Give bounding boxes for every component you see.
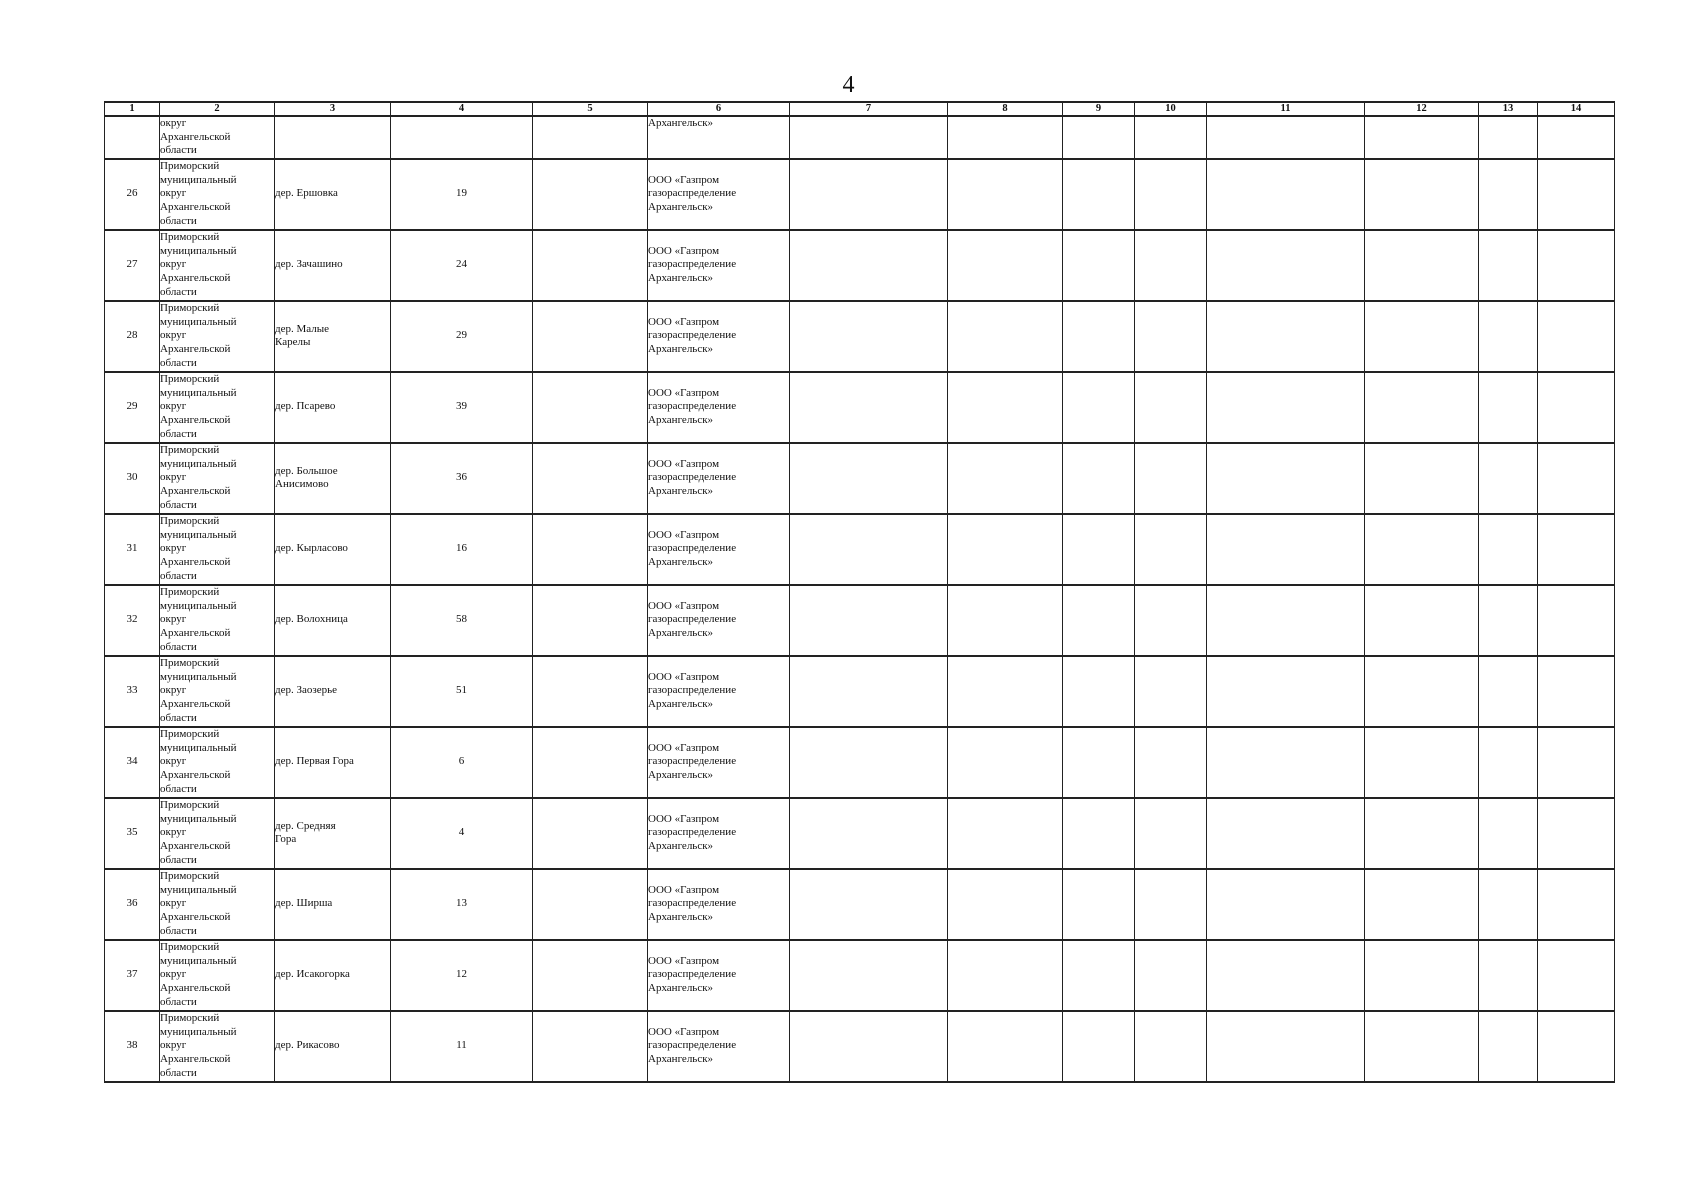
cell-col-5 — [533, 301, 648, 372]
cell-col-8 — [948, 798, 1063, 869]
column-header-2: 2 — [160, 102, 275, 116]
column-header-13: 13 — [1479, 102, 1538, 116]
table-row — [105, 585, 1615, 656]
cell-col-7 — [790, 727, 948, 798]
row-number-cell: 35 — [105, 798, 160, 869]
count-cell: 39 — [391, 372, 533, 443]
cell-col-13 — [1479, 372, 1538, 443]
district-cell: Приморский муниципальный округ Архангельской области — [160, 727, 275, 798]
cell-col-11 — [1207, 869, 1365, 940]
cell-col-11 — [1207, 798, 1365, 869]
district-cell: Приморский муниципальный округ Архангельской области — [160, 514, 275, 585]
cell-col-14 — [1538, 443, 1615, 514]
cell-col-9 — [1063, 159, 1135, 230]
cell-col-10 — [1135, 869, 1207, 940]
count-cell: 16 — [391, 514, 533, 585]
cell-col-13 — [1479, 116, 1538, 159]
cell-col-10 — [1135, 656, 1207, 727]
district-cell: Приморский муниципальный округ Архангельской области — [160, 443, 275, 514]
cell-col-7 — [790, 301, 948, 372]
cell-col-8 — [948, 159, 1063, 230]
cell-col-10 — [1135, 230, 1207, 301]
page-number: 4 — [842, 72, 855, 98]
district-cell: Приморский муниципальный округ Архангельской области — [160, 656, 275, 727]
table-row — [105, 798, 1615, 869]
header-row — [105, 102, 1615, 116]
organization-cell: ООО «Газпром газораспределение Архангельск» — [648, 1011, 790, 1082]
organization-cell: ООО «Газпром газораспределение Архангельск» — [648, 727, 790, 798]
cell-col-8 — [948, 301, 1063, 372]
cell-col-12 — [1365, 159, 1479, 230]
table-row — [105, 869, 1615, 940]
cell-col-8 — [948, 940, 1063, 1011]
cell-col-14 — [1538, 116, 1615, 159]
column-header-6: 6 — [648, 102, 790, 116]
cell-col-5 — [533, 443, 648, 514]
cell-col-10 — [1135, 585, 1207, 656]
table-body — [105, 116, 1615, 1082]
organization-cell: ООО «Газпром газораспределение Архангельск» — [648, 798, 790, 869]
organization-cell: ООО «Газпром газораспределение Архангельск» — [648, 940, 790, 1011]
cell-col-9 — [1063, 940, 1135, 1011]
cell-col-3 — [275, 116, 391, 159]
cell-col-8 — [948, 869, 1063, 940]
cell-col-7 — [790, 940, 948, 1011]
cell-col-13 — [1479, 940, 1538, 1011]
count-cell: 19 — [391, 159, 533, 230]
cell-col-1 — [105, 116, 160, 159]
column-header-12: 12 — [1365, 102, 1479, 116]
district-cell: округ Архангельской области — [160, 116, 275, 159]
column-header-5: 5 — [533, 102, 648, 116]
table-row — [105, 301, 1615, 372]
district-cell: Приморский муниципальный округ Архангельской области — [160, 869, 275, 940]
cell-col-13 — [1479, 230, 1538, 301]
cell-col-12 — [1365, 514, 1479, 585]
column-header-8: 8 — [948, 102, 1063, 116]
cell-col-12 — [1365, 116, 1479, 159]
cell-col-5 — [533, 372, 648, 443]
organization-cell: ООО «Газпром газораспределение Архангельск» — [648, 159, 790, 230]
place-cell: дер. Волохница — [275, 585, 391, 656]
place-cell: дер. Псарево — [275, 372, 391, 443]
cell-col-13 — [1479, 727, 1538, 798]
cell-col-4 — [391, 116, 533, 159]
cell-col-13 — [1479, 869, 1538, 940]
cell-col-7 — [790, 372, 948, 443]
cell-col-9 — [1063, 514, 1135, 585]
cell-col-7 — [790, 1011, 948, 1082]
row-number-cell: 32 — [105, 585, 160, 656]
district-cell: Приморский муниципальный округ Архангельской области — [160, 940, 275, 1011]
column-header-14: 14 — [1538, 102, 1615, 116]
table-row — [105, 372, 1615, 443]
cell-col-9 — [1063, 443, 1135, 514]
organization-cell: ООО «Газпром газораспределение Архангельск» — [648, 230, 790, 301]
row-number-cell: 31 — [105, 514, 160, 585]
cell-col-10 — [1135, 940, 1207, 1011]
cell-col-7 — [790, 443, 948, 514]
cell-col-10 — [1135, 798, 1207, 869]
cell-col-11 — [1207, 116, 1365, 159]
count-cell: 24 — [391, 230, 533, 301]
cell-col-8 — [948, 230, 1063, 301]
row-number-cell: 26 — [105, 159, 160, 230]
cell-col-12 — [1365, 443, 1479, 514]
cell-col-7 — [790, 656, 948, 727]
cell-col-11 — [1207, 159, 1365, 230]
cell-col-7 — [790, 159, 948, 230]
table-row-continuation — [105, 116, 1615, 159]
cell-col-14 — [1538, 301, 1615, 372]
place-cell: дер. Ершовка — [275, 159, 391, 230]
cell-col-11 — [1207, 230, 1365, 301]
cell-col-12 — [1365, 798, 1479, 869]
table-row — [105, 230, 1615, 301]
row-number-cell: 38 — [105, 1011, 160, 1082]
cell-col-5 — [533, 116, 648, 159]
cell-col-14 — [1538, 1011, 1615, 1082]
cell-col-9 — [1063, 1011, 1135, 1082]
cell-col-14 — [1538, 727, 1615, 798]
data-table — [104, 101, 1615, 1083]
count-cell: 29 — [391, 301, 533, 372]
row-number-cell: 36 — [105, 869, 160, 940]
place-cell: дер. Ширша — [275, 869, 391, 940]
cell-col-8 — [948, 372, 1063, 443]
cell-col-10 — [1135, 116, 1207, 159]
column-header-11: 11 — [1207, 102, 1365, 116]
place-cell: дер. Первая Гора — [275, 727, 391, 798]
column-header-10: 10 — [1135, 102, 1207, 116]
cell-col-11 — [1207, 301, 1365, 372]
cell-col-13 — [1479, 514, 1538, 585]
cell-col-5 — [533, 727, 648, 798]
cell-col-14 — [1538, 514, 1615, 585]
cell-col-8 — [948, 585, 1063, 656]
cell-col-12 — [1365, 585, 1479, 656]
cell-col-10 — [1135, 727, 1207, 798]
table-row — [105, 514, 1615, 585]
cell-col-12 — [1365, 869, 1479, 940]
district-cell: Приморский муниципальный округ Архангельской области — [160, 1011, 275, 1082]
place-cell: дер. Исакогорка — [275, 940, 391, 1011]
cell-col-10 — [1135, 372, 1207, 443]
cell-col-13 — [1479, 443, 1538, 514]
cell-col-12 — [1365, 1011, 1479, 1082]
cell-col-9 — [1063, 798, 1135, 869]
cell-col-7 — [790, 869, 948, 940]
cell-col-5 — [533, 159, 648, 230]
cell-col-14 — [1538, 585, 1615, 656]
cell-col-5 — [533, 585, 648, 656]
cell-col-11 — [1207, 940, 1365, 1011]
organization-cell: ООО «Газпром газораспределение Архангельск» — [648, 585, 790, 656]
cell-col-14 — [1538, 869, 1615, 940]
row-number-cell: 30 — [105, 443, 160, 514]
cell-col-8 — [948, 727, 1063, 798]
cell-col-11 — [1207, 656, 1365, 727]
cell-col-13 — [1479, 159, 1538, 230]
cell-col-8 — [948, 656, 1063, 727]
cell-col-9 — [1063, 727, 1135, 798]
organization-cell: Архангельск» — [648, 116, 790, 159]
count-cell: 12 — [391, 940, 533, 1011]
column-header-1: 1 — [105, 102, 160, 116]
district-cell: Приморский муниципальный округ Архангельской области — [160, 230, 275, 301]
cell-col-5 — [533, 230, 648, 301]
cell-col-13 — [1479, 585, 1538, 656]
cell-col-5 — [533, 869, 648, 940]
district-cell: Приморский муниципальный округ Архангельской области — [160, 798, 275, 869]
cell-col-11 — [1207, 1011, 1365, 1082]
row-number-cell: 37 — [105, 940, 160, 1011]
cell-col-13 — [1479, 301, 1538, 372]
cell-col-7 — [790, 798, 948, 869]
cell-col-13 — [1479, 798, 1538, 869]
cell-col-8 — [948, 443, 1063, 514]
organization-cell: ООО «Газпром газораспределение Архангельск» — [648, 869, 790, 940]
cell-col-5 — [533, 798, 648, 869]
cell-col-14 — [1538, 656, 1615, 727]
cell-col-9 — [1063, 656, 1135, 727]
organization-cell: ООО «Газпром газораспределение Архангельск» — [648, 372, 790, 443]
cell-col-14 — [1538, 372, 1615, 443]
cell-col-9 — [1063, 372, 1135, 443]
cell-col-7 — [790, 514, 948, 585]
table-row — [105, 656, 1615, 727]
cell-col-13 — [1479, 1011, 1538, 1082]
place-cell: дер. Большое Анисимово — [275, 443, 391, 514]
table-row — [105, 727, 1615, 798]
table-row — [105, 443, 1615, 514]
cell-col-12 — [1365, 301, 1479, 372]
cell-col-12 — [1365, 230, 1479, 301]
place-cell: дер. Средняя Гора — [275, 798, 391, 869]
cell-col-11 — [1207, 514, 1365, 585]
count-cell: 13 — [391, 869, 533, 940]
cell-col-11 — [1207, 585, 1365, 656]
cell-col-11 — [1207, 443, 1365, 514]
column-header-7: 7 — [790, 102, 948, 116]
district-cell: Приморский муниципальный округ Архангельской области — [160, 585, 275, 656]
organization-cell: ООО «Газпром газораспределение Архангельск» — [648, 514, 790, 585]
place-cell: дер. Кырласово — [275, 514, 391, 585]
cell-col-9 — [1063, 230, 1135, 301]
count-cell: 4 — [391, 798, 533, 869]
cell-col-14 — [1538, 940, 1615, 1011]
cell-col-12 — [1365, 372, 1479, 443]
cell-col-9 — [1063, 869, 1135, 940]
count-cell: 36 — [391, 443, 533, 514]
cell-col-8 — [948, 1011, 1063, 1082]
row-number-cell: 29 — [105, 372, 160, 443]
cell-col-8 — [948, 116, 1063, 159]
column-header-9: 9 — [1063, 102, 1135, 116]
count-cell: 58 — [391, 585, 533, 656]
cell-col-12 — [1365, 656, 1479, 727]
cell-col-5 — [533, 940, 648, 1011]
cell-col-14 — [1538, 798, 1615, 869]
cell-col-14 — [1538, 159, 1615, 230]
cell-col-12 — [1365, 940, 1479, 1011]
cell-col-11 — [1207, 372, 1365, 443]
district-cell: Приморский муниципальный округ Архангельской области — [160, 159, 275, 230]
place-cell: дер. Зачашино — [275, 230, 391, 301]
count-cell: 11 — [391, 1011, 533, 1082]
cell-col-9 — [1063, 116, 1135, 159]
organization-cell: ООО «Газпром газораспределение Архангельск» — [648, 443, 790, 514]
organization-cell: ООО «Газпром газораспределение Архангельск» — [648, 301, 790, 372]
cell-col-10 — [1135, 443, 1207, 514]
table-row — [105, 940, 1615, 1011]
cell-col-10 — [1135, 514, 1207, 585]
place-cell: дер. Рикасово — [275, 1011, 391, 1082]
cell-col-10 — [1135, 301, 1207, 372]
row-number-cell: 34 — [105, 727, 160, 798]
column-header-4: 4 — [391, 102, 533, 116]
table-row — [105, 1011, 1615, 1082]
cell-col-14 — [1538, 230, 1615, 301]
cell-col-10 — [1135, 1011, 1207, 1082]
cell-col-8 — [948, 514, 1063, 585]
cell-col-9 — [1063, 301, 1135, 372]
row-number-cell: 33 — [105, 656, 160, 727]
cell-col-7 — [790, 585, 948, 656]
cell-col-7 — [790, 116, 948, 159]
organization-cell: ООО «Газпром газораспределение Архангельск» — [648, 656, 790, 727]
cell-col-7 — [790, 230, 948, 301]
cell-col-5 — [533, 656, 648, 727]
cell-col-11 — [1207, 727, 1365, 798]
cell-col-5 — [533, 1011, 648, 1082]
count-cell: 6 — [391, 727, 533, 798]
table-row — [105, 159, 1615, 230]
cell-col-12 — [1365, 727, 1479, 798]
district-cell: Приморский муниципальный округ Архангельской области — [160, 301, 275, 372]
district-cell: Приморский муниципальный округ Архангельской области — [160, 372, 275, 443]
place-cell: дер. Малые Карелы — [275, 301, 391, 372]
place-cell: дер. Заозерье — [275, 656, 391, 727]
row-number-cell: 27 — [105, 230, 160, 301]
cell-col-13 — [1479, 656, 1538, 727]
cell-col-5 — [533, 514, 648, 585]
cell-col-9 — [1063, 585, 1135, 656]
count-cell: 51 — [391, 656, 533, 727]
row-number-cell: 28 — [105, 301, 160, 372]
cell-col-10 — [1135, 159, 1207, 230]
column-header-3: 3 — [275, 102, 391, 116]
